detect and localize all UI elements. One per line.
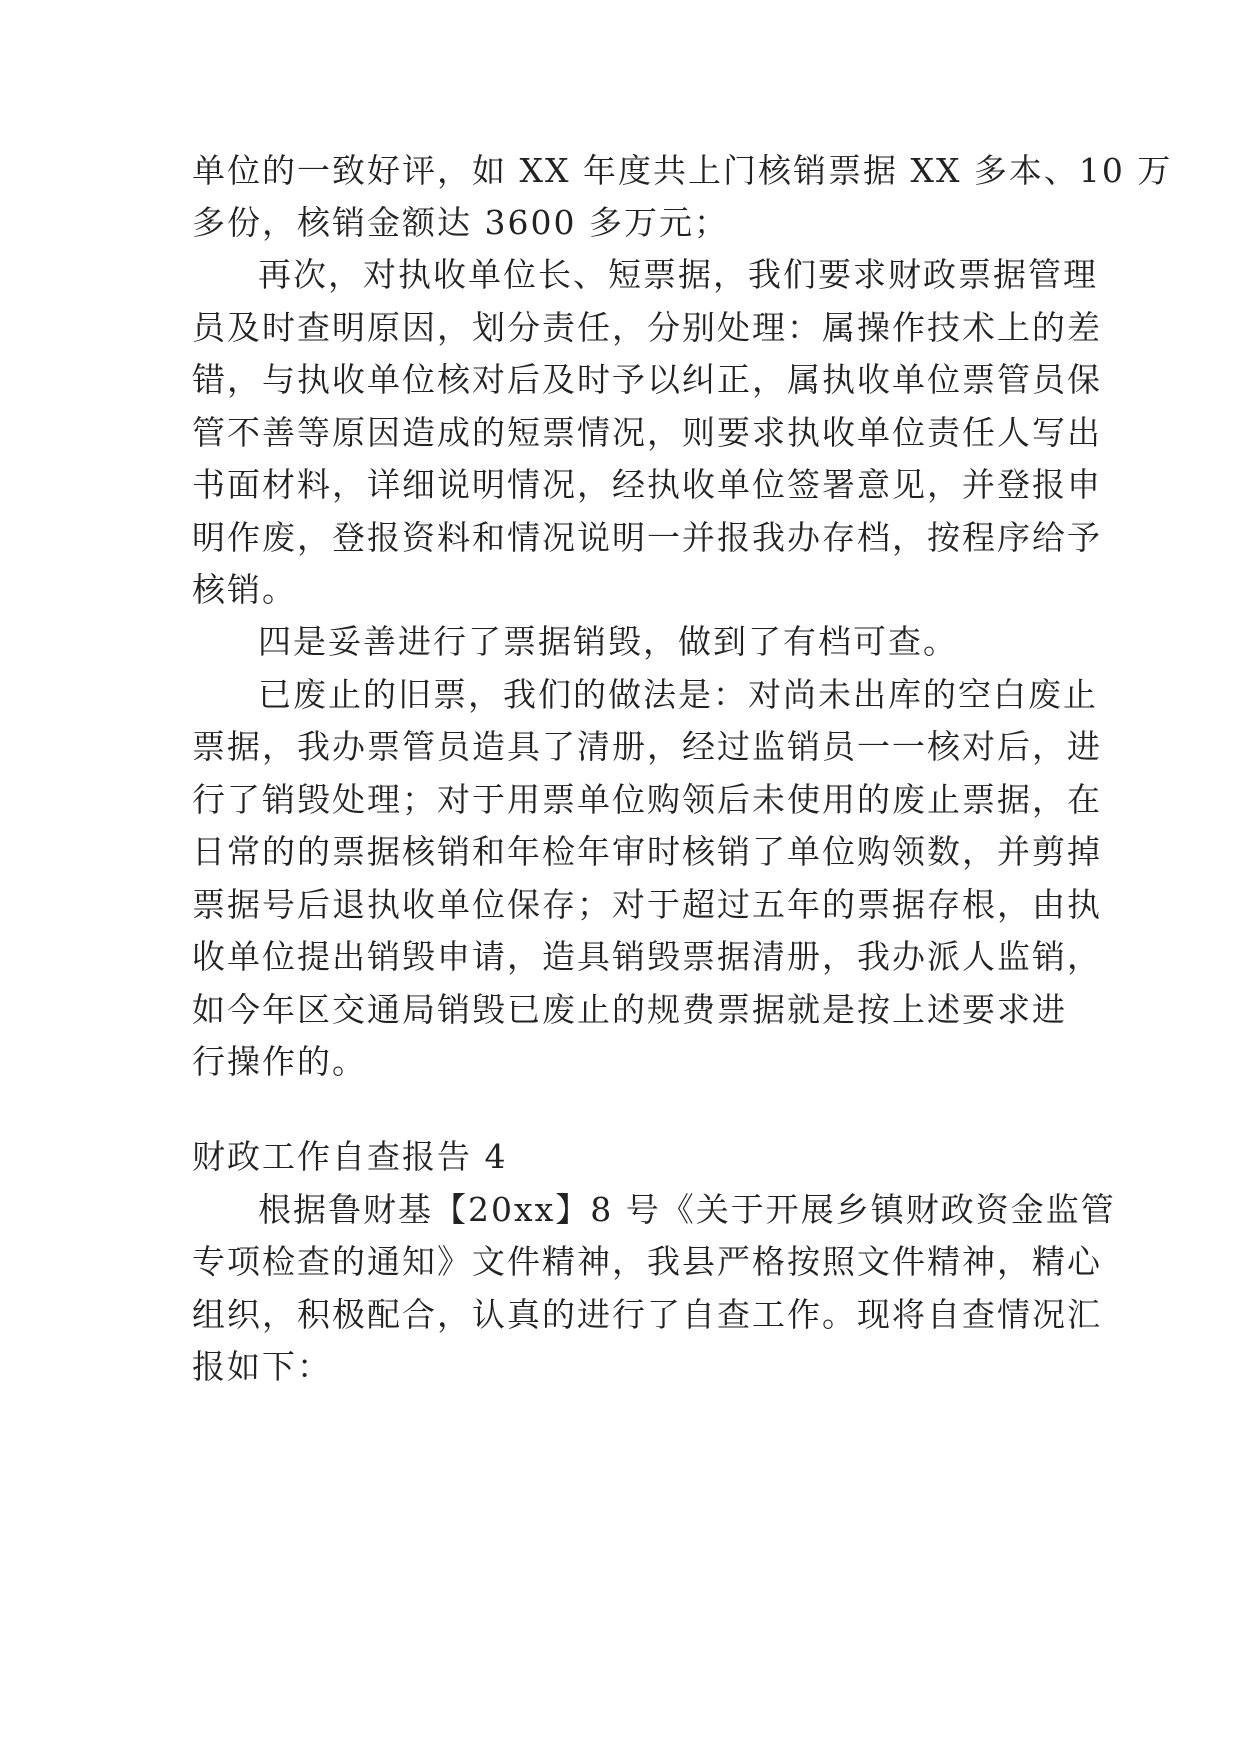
text-line: 书面材料，详细说明情况，经执收单位签署意见，并登报申: [192, 465, 1102, 504]
text-line: 四是妥善进行了票据销毁，做到了有档可查。: [258, 622, 958, 661]
text-line: 行了销毁处理；对于用票单位购领后未使用的废止票据，在: [192, 780, 1102, 819]
text-line: 多份，核销金额达 3600 多万元；: [192, 203, 729, 242]
text-line: 如今年区交通局销毁已废止的规费票据就是按上述要求进: [192, 990, 1067, 1029]
text-line: 报如下：: [192, 1347, 332, 1386]
text-line: 明作废，登报资料和情况说明一并报我办存档，按程序给予: [192, 518, 1102, 557]
text-line: 管不善等原因造成的短票情况，则要求执收单位责任人写出: [192, 413, 1102, 452]
text-line: 已废止的旧票，我们的做法是：对尚未出库的空白废止: [258, 675, 1098, 714]
text-line: 核销。: [192, 570, 297, 609]
text-line: 专项检查的通知》文件精神，我县严格按照文件精神，精心: [192, 1242, 1102, 1281]
text-line: 收单位提出销毁申请，造具销毁票据清册，我办派人监销，: [192, 937, 1102, 976]
text-line: 错，与执收单位核对后及时予以纠正，属执收单位票管员保: [192, 360, 1102, 399]
text-line: 票据，我办票管员造具了清册，经过监销员一一核对后，进: [192, 727, 1102, 766]
section-title: 财政工作自查报告 4: [192, 1137, 508, 1176]
text-line: 日常的的票据核销和年检年审时核销了单位购领数，并剪掉: [192, 832, 1102, 871]
text-line: 组织，积极配合，认真的进行了自查工作。现将自查情况汇: [192, 1295, 1102, 1334]
text-line: 根据鲁财基【20xx】8 号《关于开展乡镇财政资金监管: [258, 1190, 1116, 1229]
text-line: 员及时查明原因，划分责任，分别处理：属操作技术上的差: [192, 308, 1102, 347]
text-line: 行操作的。: [192, 1042, 367, 1081]
text-line: 单位的一致好评，如 XX 年度共上门核销票据 XX 多本、10 万: [192, 151, 1173, 190]
text-line: 再次，对执收单位长、短票据，我们要求财政票据管理: [258, 255, 1098, 294]
text-line: 票据号后退执收单位保存；对于超过五年的票据存根，由执: [192, 885, 1102, 924]
